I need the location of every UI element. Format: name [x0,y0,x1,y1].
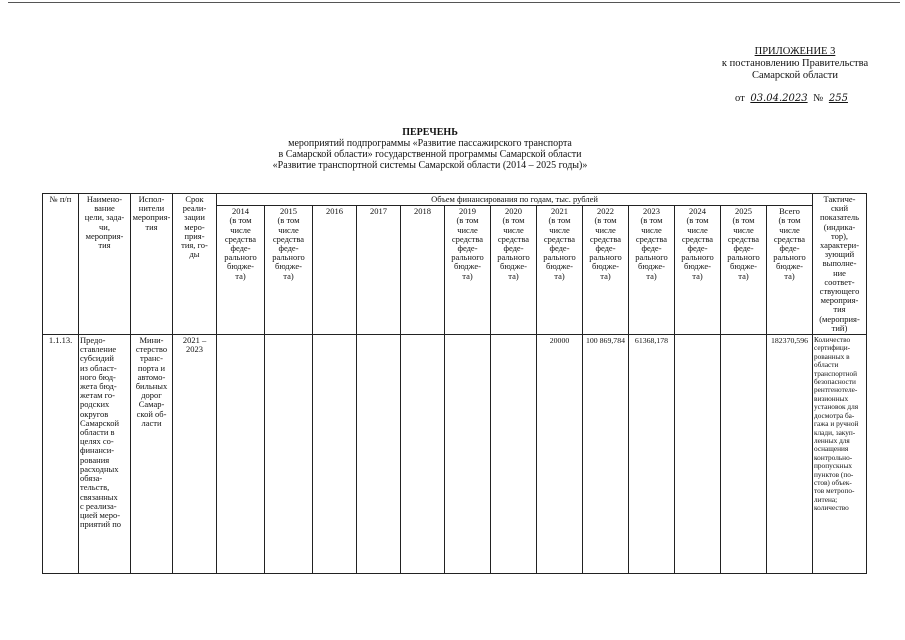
year-label: 2018 [414,206,431,217]
year-label: 2025 [735,206,752,217]
header-year-5 [445,206,491,335]
value-cell-11 [721,335,767,574]
year-label: 2015 [280,206,297,217]
year-label: 2020 [505,206,522,217]
year-label: 2022 [597,206,614,217]
measures-table [42,193,867,574]
header-financing: Объем финансирования по годам, тыс. рублей [217,194,813,206]
header-year-3 [357,206,401,335]
header-year-12 [767,206,813,335]
row-name: Предо- ставление субсидий из област- ного бюд- жета бюд- жетам го- родских округов Самарской области в целях со- финанси- рования расходных обяза- тельств, связанных с реализа- цией меро- приятий по [79,335,131,574]
row-term: 2021 – 2023 [173,335,217,574]
year-note: (в том числе средства феде- рального бюдже- та) [497,215,530,281]
header-year-1 [265,206,313,335]
heading-line-2: в Самарской области» государственной программы Самарской области [278,149,582,160]
header-year-2 [313,206,357,335]
header-term: Срок реали- зации меро- прия- тия, го- ды [173,194,217,335]
header-name: Наимено- вание цели, зада- чи, мероприя- тия [79,194,131,335]
decree-line [735,93,851,104]
year-note: (в том числе средства феде- рального бюдже- та) [451,215,484,281]
header-year-0 [217,206,265,335]
year-note: (в том числе средства феде- рального бюдже- та) [272,215,305,281]
appendix-title: ПРИЛОЖЕНИЕ 3 [754,46,836,57]
top-border-line [8,2,900,3]
value-cell-8: 100 869,784 [583,335,629,574]
value-cell-5 [445,335,491,574]
year-label: 2021 [551,206,568,217]
year-note: (в том числе средства феде- рального бюдже- та) [543,215,576,281]
value-cell-0 [217,335,265,574]
value-cell-10 [675,335,721,574]
header-year-11 [721,206,767,335]
value-cell-3 [357,335,401,574]
appendix-block [700,46,890,82]
year-label: 2016 [326,206,343,217]
header-year-6 [491,206,537,335]
value-cell-1 [265,335,313,574]
year-note: (в том числе средства феде- рального бюдже- та) [635,215,668,281]
value-cell-12: 182370,596 [767,335,813,574]
header-indicator: Тактиче- ский показатель (индика- тор), характери- зующий выполне- ние соответ- ствующего мероприя- тия (мероприя- тий) [813,194,867,335]
table-row [43,335,867,574]
appendix-line-3: Самарской области [752,70,838,81]
header-year-8 [583,206,629,335]
value-cell-4 [401,335,445,574]
year-label: 2017 [370,206,387,217]
decree-date: 03.04.2023 [750,93,808,104]
year-note: (в том числе средства феде- рального бюдже- та) [589,215,622,281]
year-label: 2024 [689,206,706,217]
row-executor: Мини- стерство транс- порта и автомо- бильных дорог Самар- ской об- ласти [131,335,173,574]
document-heading [180,127,680,171]
heading-line-3: «Развитие транспортной системы Самарской области (2014 – 2025 годы)» [272,160,588,171]
year-label: 2019 [459,206,476,217]
header-year-10 [675,206,721,335]
year-note: (в том числе средства феде- рального бюдже- та) [773,215,806,281]
year-label: 2014 [232,206,249,217]
value-cell-7: 20000 [537,335,583,574]
year-label: 2023 [643,206,660,217]
row-indicator: Количество сертифици- рованных в области транспортной безопасности рентгенотеле- визионных установок для досмотра ба- гажа и ручной клади, закуп- ленных для оснащения контрольно- пропускных пунктов (по- стов) объек- тов метропо- литена; количество [813,335,867,574]
decree-number: 255 [828,93,848,104]
header-num: № п/п [43,194,79,335]
value-cell-6 [491,335,537,574]
heading-title: ПЕРЕЧЕНЬ [402,127,458,138]
row-num: 1.1.13. [43,335,79,574]
year-note: (в том числе средства феде- рального бюдже- та) [681,215,714,281]
appendix-line-2: к постановлению Правительства [721,58,869,69]
value-cell-9: 61368,178 [629,335,675,574]
header-year-9 [629,206,675,335]
year-label: Всего [779,206,800,217]
decree-number-label: № [813,93,824,104]
header-executors: Испол- нители мероприя- тия [131,194,173,335]
header-year-7 [537,206,583,335]
year-note: (в том числе средства феде- рального бюдже- та) [224,215,257,281]
value-cell-2 [313,335,357,574]
decree-from-label: от [735,93,745,104]
heading-line-1: мероприятий подпрограммы «Развитие пассажирского транспорта [288,138,572,149]
year-note: (в том числе средства феде- рального бюдже- та) [727,215,760,281]
header-year-4 [401,206,445,335]
